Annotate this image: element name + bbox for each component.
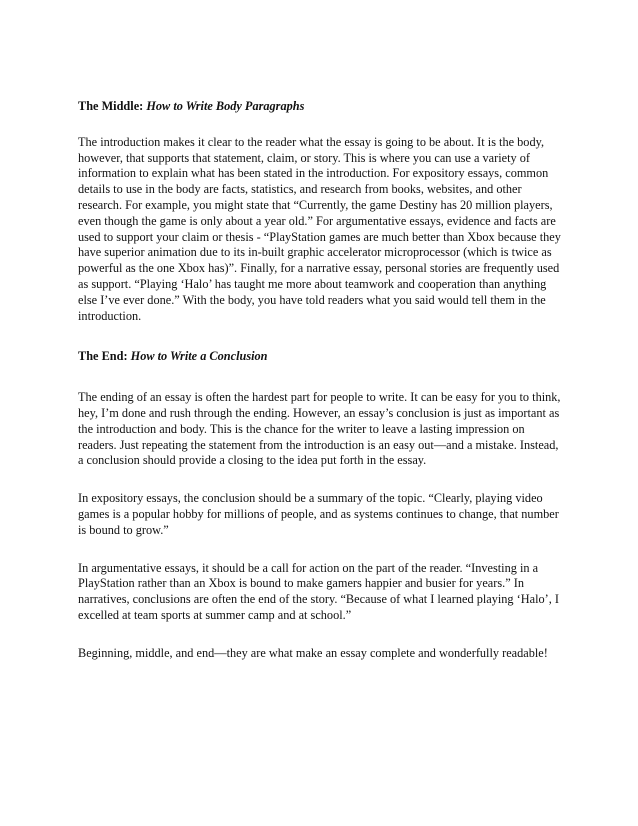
- section-heading-middle: [78, 99, 566, 115]
- conclusion-paragraph-1: The ending of an essay is often the hardest part for people to write. It can be easy for you to think, hey, I’m done and rush through the ending. However, an essay’s conclusion is just as important as the introduction and body. This is the chance for the writer to leave a lasting impression on readers. Just repeating the statement from the introduction is an easy out—and a mistake. Instead, a conclusion should provide a closing to the idea put forth in the essay.: [78, 390, 561, 468]
- heading-subtitle: How to Write Body Paragraphs: [146, 99, 305, 113]
- conclusion-paragraph-2: In expository essays, the conclusion should be a summary of the topic. “Clearly, playing video games is a popular hobby for millions of people, and as systems continues to change, that number is bound to grow.”: [78, 491, 559, 537]
- document-page: [78, 99, 566, 662]
- heading-lead: The Middle:: [78, 99, 147, 113]
- heading-lead: The End:: [78, 349, 131, 364]
- conclusion-paragraph-3: In argumentative essays, it should be a call for action on the part of the reader. “Investing in a PlayStation rather than an Xbox is bound to make gamers happier and busier for years.” In narratives, conclusions are often the end of the story. “Because of what I learned playing ‘Halo’, I excelled at team sports at summer camp and at school.”: [78, 560, 559, 622]
- section-heading-end: [78, 349, 566, 365]
- heading-subtitle: How to Write a Conclusion: [130, 349, 268, 364]
- body-paragraph-middle: The introduction makes it clear to the reader what the essay is going to be about. It is the body, however, that supports that statement, claim, or story. This is where you can use a variety of information to explain what has been stated in the introduction. For expository essays, common details to use in the body are facts, statistics, and research from books, websites, and other research. For example, you might state that “Currently, the game Destiny has 20 million players, even though the game is only about a year old.” For argumentative essays, evidence and facts are used to support your claim or thesis - “PlayStation games are much better than Xbox because they have superior animation due to its in-built graphic accelerator microprocessor (which is twice as powerful as the one Xbox has)”. Finally, for a narrative essay, personal stories are frequently used as support. “Playing ‘Halo’ has taught me more about teamwork and cooperation than anything else I’ve ever done.” With the body, you have told readers what you said would tell them in the introduction.: [78, 134, 561, 323]
- conclusion-paragraph-4: Beginning, middle, and end—they are what make an essay complete and wonderfully readable!: [78, 645, 548, 660]
